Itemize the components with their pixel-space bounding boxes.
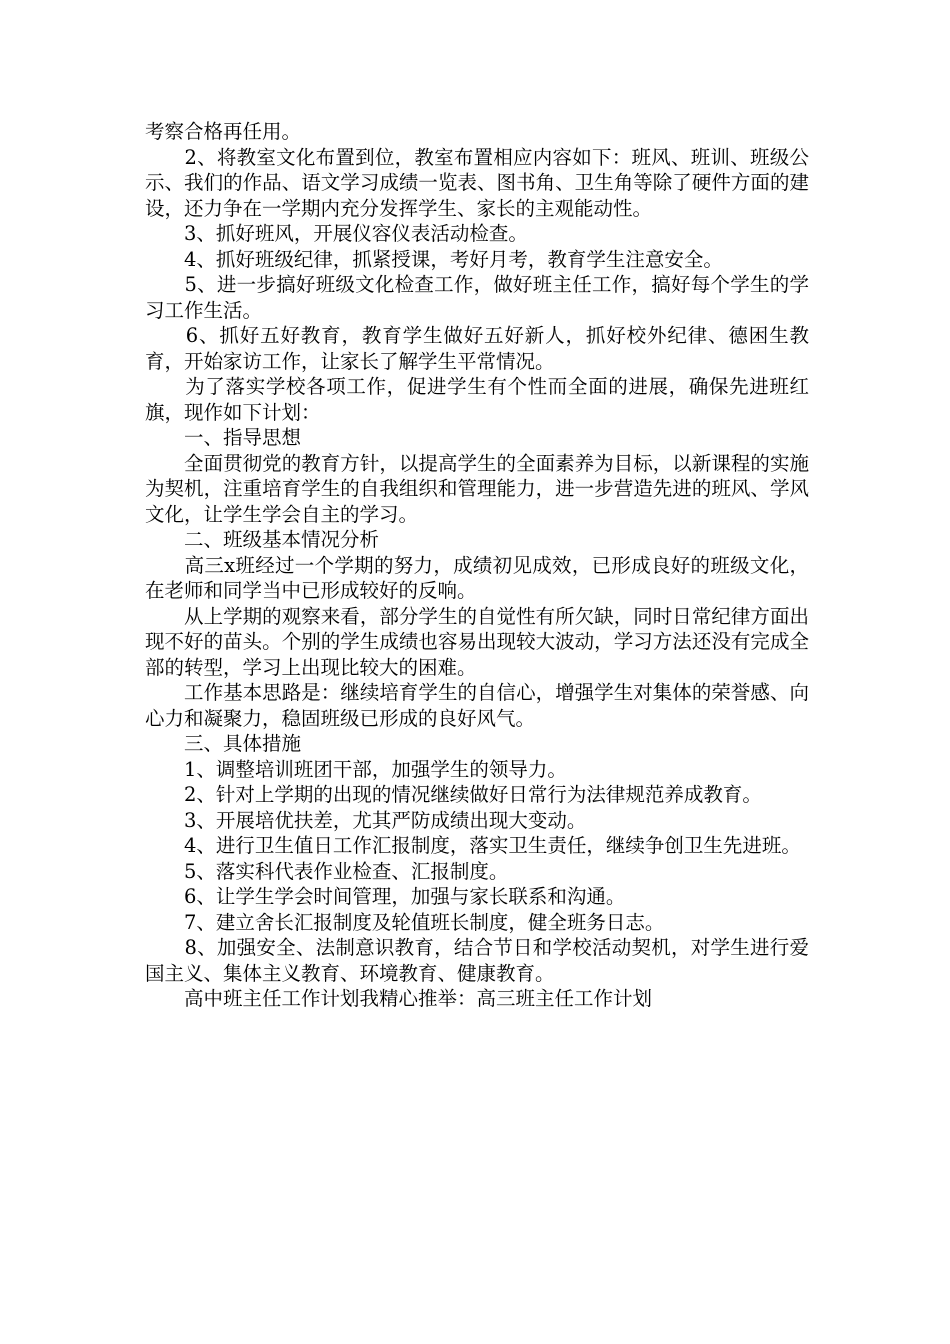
list-item: 2、针对上学期的出现的情况继续做好日常行为法律规范养成教育。 [145,783,762,806]
document-body [145,119,809,1012]
section-heading: 二、班级基本情况分析 [145,528,380,551]
list-item: 5、落实科代表作业检查、汇报制度。 [145,859,509,883]
paragraph: 全面贯彻党的教育方针，以提高学生的全面素养为目标，以新课程的实施为契机，注重培育学生的自我组织和管理能力，进一步营造先进的班风、学风文化，让学生学会自主的学习。 [145,451,809,526]
list-item: 1、调整培训班团干部，加强学生的领导力。 [145,757,567,781]
list-item: 6、让学生学会时间管理，加强与家长联系和沟通。 [145,885,626,908]
paragraph: 从上学期的观察来看，部分学生的自觉性有所欠缺，同时日常纪律方面出现不好的苗头。个别的学生成绩也容易出现较大波动，学习方法还没有完成全部的转型，学习上出现比较大的困难。 [145,604,809,679]
paragraph: 工作基本思路是：继续培育学生的自信心，增强学生对集体的荣誉感、向心力和凝聚力，稳固班级已形成的良好风气。 [145,681,809,730]
section-heading: 一、指导思想 [145,426,302,449]
closing-line: 高中班主任工作计划我精心推举：高三班主任工作计划 [145,987,653,1010]
paragraph: 2、将教室文化布置到位，教室布置相应内容如下：班风、班训、班级公示、我们的作品、语文学习成绩一览表、图书角、卫生角等除了硬件方面的建设，还力争在一学期内充分发挥学生、家长的主观能动性。 [145,145,809,220]
paragraph: 4、抓好班级纪律，抓紧授课，考好月考，教育学生注意安全。 [145,247,723,271]
paragraph: 6、抓好五好教育，教育学生做好五好新人，抓好校外纪律、德困生教育，开始家访工作，让家长了解学生平常情况。 [145,324,809,373]
list-item: 4、进行卫生值日工作汇报制度，落实卫生责任，继续争创卫生先进班。 [145,834,801,857]
list-item: 8、加强安全、法制意识教育，结合节日和学校活动契机，对学生进行爱国主义、集体主义教育、环境教育、健康教育。 [145,936,809,985]
list-item: 7、建立舍长汇报制度及轮值班长制度，健全班务日志。 [145,910,665,934]
list-item: 3、开展培优扶差，尤其严防成绩出现大变动。 [145,808,587,832]
paragraph: 高三x班经过一个学期的努力，成绩初见成效，已形成良好的班级文化，在老师和同学当中已形成较好的反响。 [145,553,809,602]
paragraph: 为了落实学校各项工作，促进学生有个性而全面的进展，确保先进班红旗，现作如下计划： [145,375,809,424]
paragraph: 考察合格再任用。 [145,120,302,143]
paragraph: 3、抓好班风，开展仪容仪表活动检查。 [145,222,528,245]
paragraph: 5、进一步搞好班级文化检查工作，做好班主任工作，搞好每个学生的学习工作生活。 [145,273,809,322]
section-heading: 三、具体措施 [145,732,302,755]
